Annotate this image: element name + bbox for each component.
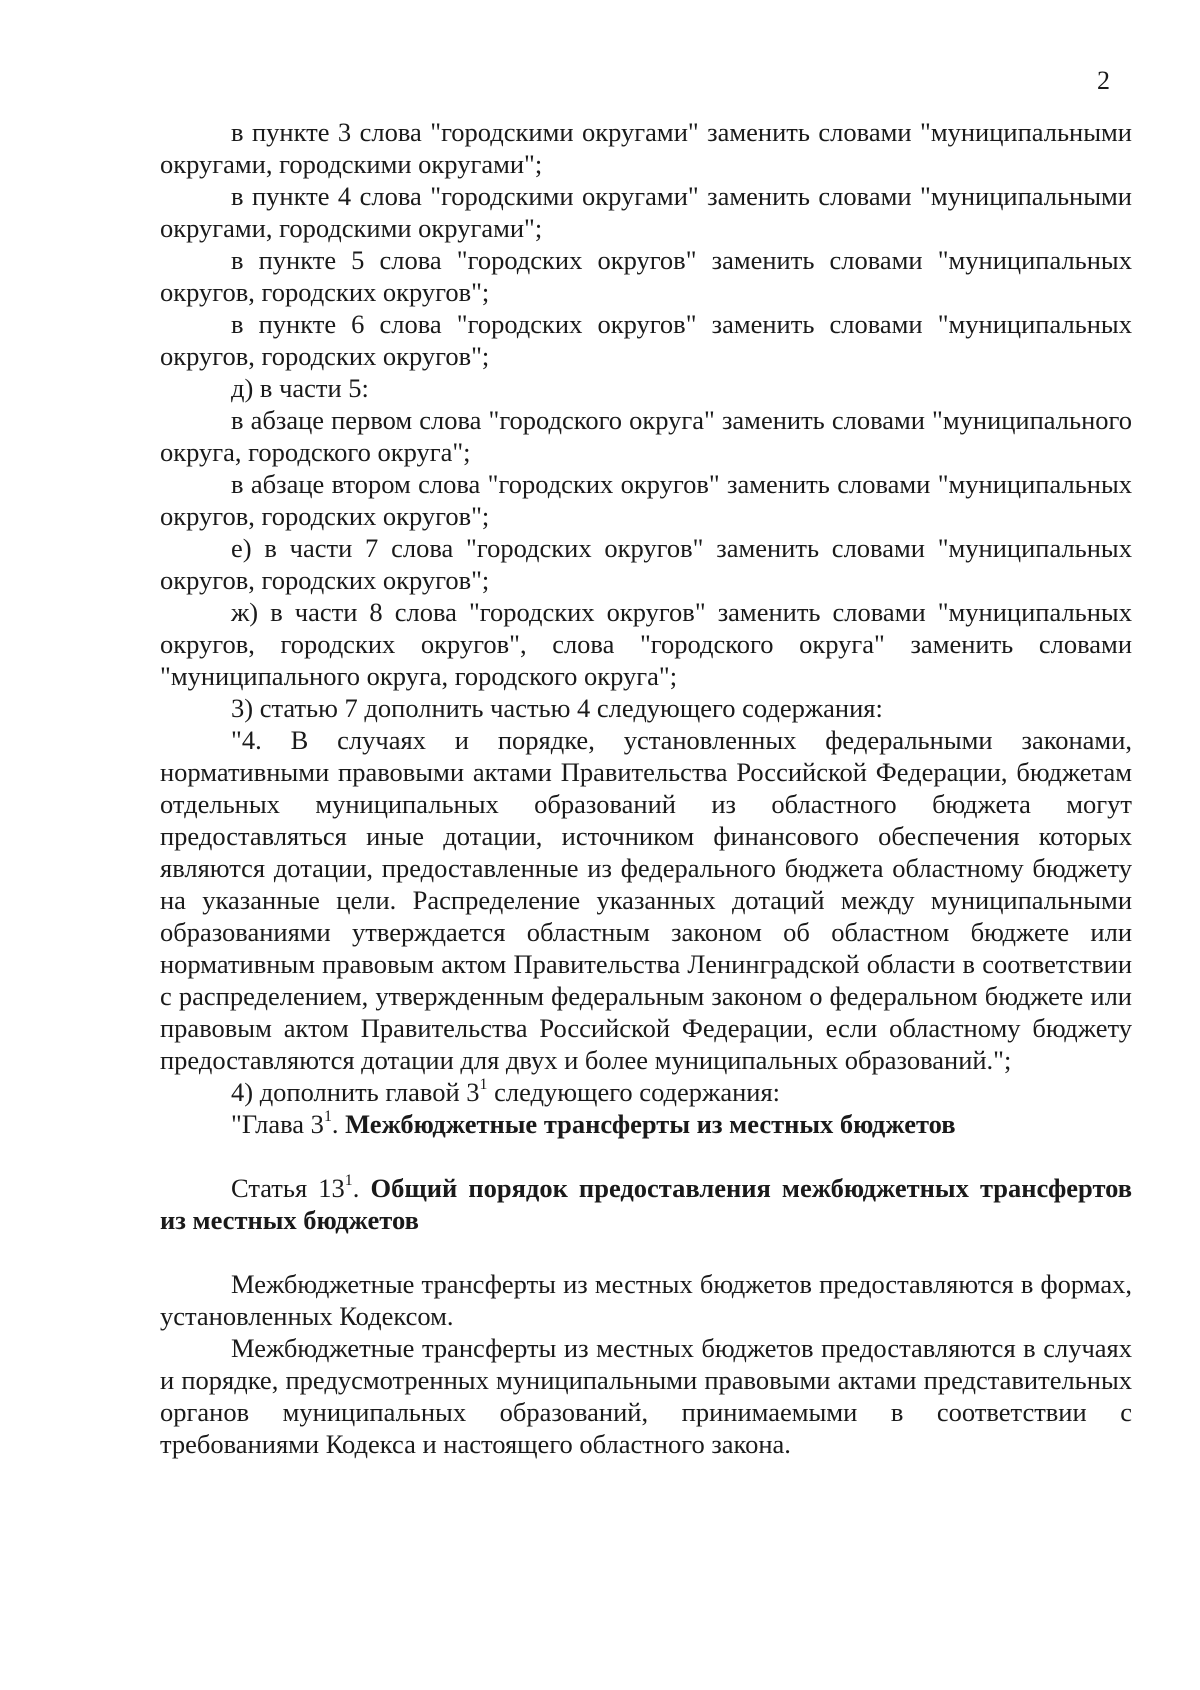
chapter-dot: . <box>331 1109 346 1139</box>
amendment-prefix: 4) дополнить главой 3 <box>231 1077 480 1107</box>
paragraph: в пункте 4 слова "городскими округами" заменить словами "муниципальными округами, городскими округами"; <box>160 181 1132 243</box>
paragraph: Межбюджетные трансферты из местных бюджетов предоставляются в случаях и порядке, предусмотренных муниципальными правовыми актами представительных органов муниципальных образований, принимаемыми в соответствии с требованиями Кодекса и настоящего областного закона. <box>160 1333 1132 1459</box>
paragraph: 3) статью 7 дополнить частью 4 следующего содержания: <box>231 693 883 723</box>
page-number: 2 <box>1097 66 1110 95</box>
article-dot: . <box>352 1173 371 1203</box>
paragraph: "4. В случаях и порядке, установленных федеральными законами, нормативными правовыми актами Правительства Российской Федерации, бюджетам отдельных муниципальных образований из областного бюджета могут предоставляться иные дотации, источником финансового обеспечения которых являются дотации, предоставленные из федерального бюджета областному бюджету на указанные цели. Распределение указанных дотаций между муниципальными образованиями утверждается областным законом об областном бюджете или нормативным правовым актом Правительства Ленинградской области в соответствии с распределением, утвержденным федеральным законом о федеральном бюджете или правовым актом Правительства Российской Федерации, если областному бюджету предоставляются дотации для двух и более муниципальных образований."; <box>160 725 1132 1075</box>
paragraph: в пункте 6 слова "городских округов" заменить словами "муниципальных округов, городских округов"; <box>160 309 1132 371</box>
article-heading <box>160 1172 1132 1236</box>
paragraph: ж) в части 8 слова "городских округов" заменить словами "муниципальных округов, городских округов", слова "городского округа" заменить словами "муниципального округа, городского округа"; <box>160 597 1132 691</box>
chapter-heading <box>160 1108 1132 1140</box>
article-prefix: Статья 13 <box>231 1173 345 1203</box>
article-title: Общий порядок предоставления межбюджетных трансфертов из местных бюджетов <box>160 1173 1133 1235</box>
paragraph: в пункте 5 слова "городских округов" заменить словами "муниципальных округов, городских округов"; <box>160 245 1132 307</box>
chapter-prefix: "Глава 3 <box>231 1109 324 1139</box>
superscript: 1 <box>479 1076 488 1094</box>
paragraph: в пункте 3 слова "городскими округами" заменить словами "муниципальными округами, городскими округами"; <box>160 117 1132 179</box>
document-body <box>160 116 1132 1460</box>
paragraph: е) в части 7 слова "городских округов" заменить словами "муниципальных округов, городских округов"; <box>160 533 1132 595</box>
chapter-title: Межбюджетные трансферты из местных бюджетов <box>345 1109 956 1139</box>
superscript: 1 <box>344 1172 353 1190</box>
superscript: 1 <box>323 1108 332 1126</box>
paragraph: в абзаце втором слова "городских округов" заменить словами "муниципальных округов, городских округов"; <box>160 469 1132 531</box>
paragraph: д) в части 5: <box>231 373 369 403</box>
amendment-suffix: следующего содержания: <box>487 1077 781 1107</box>
amendment-chapter-line <box>160 1076 1132 1108</box>
paragraph: Межбюджетные трансферты из местных бюджетов предоставляются в формах, установленных Кодексом. <box>160 1269 1132 1331</box>
paragraph: в абзаце первом слова "городского округа" заменить словами "муниципального округа, городского округа"; <box>160 405 1132 467</box>
